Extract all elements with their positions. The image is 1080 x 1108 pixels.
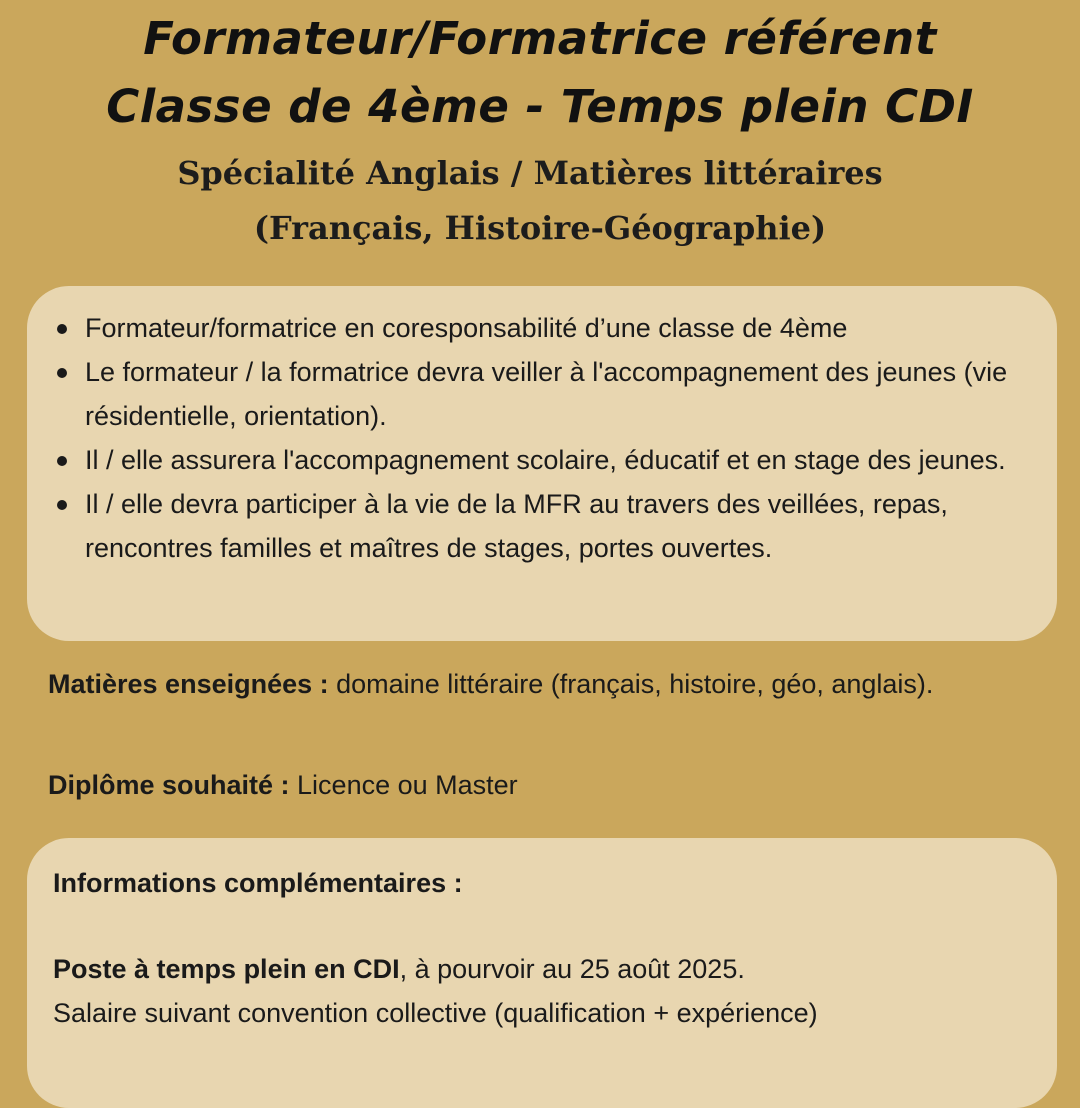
bullet-dot-icon: [57, 456, 67, 466]
responsibility-text: Il / elle devra participer à la vie de la MFR au travers des veillées, repas, rencontres familles et maîtres de stages, portes ouvertes.: [85, 489, 948, 563]
responsibilities-list: [57, 306, 1047, 570]
subjects-taught-value: domaine littéraire (français, histoire, géo, anglais).: [328, 669, 934, 699]
position-type: Poste à temps plein en CDI: [53, 954, 400, 984]
position-details: [53, 948, 745, 990]
position-start-date: , à pourvoir au 25 août 2025.: [399, 954, 745, 984]
responsibilities-card: [27, 286, 1057, 641]
specialty-subtitle-line-1: Spécialité Anglais / Matières littéraires: [177, 154, 883, 192]
responsibility-item: [57, 482, 1047, 570]
job-title-line-1: Formateur/Formatrice référent: [143, 12, 937, 65]
subjects-taught: [48, 663, 1052, 705]
responsibility-item: [57, 438, 1047, 482]
additional-info-heading: Informations complémentaires :: [53, 868, 463, 898]
bullet-dot-icon: [57, 500, 67, 510]
bullet-dot-icon: [57, 324, 67, 334]
required-degree-value: Licence ou Master: [289, 770, 518, 800]
responsibility-item: [57, 350, 1047, 438]
responsibility-item: [57, 306, 1047, 350]
specialty-subtitle-line-2: (Français, Histoire-Géographie): [253, 209, 827, 247]
salary-info: Salaire suivant convention collective (qualification + expérience): [53, 998, 818, 1028]
responsibility-text: Il / elle assurera l'accompagnement scolaire, éducatif et en stage des jeunes.: [85, 445, 1006, 475]
job-title-line-2: Classe de 4ème - Temps plein CDI: [106, 80, 974, 133]
responsibility-text: Le formateur / la formatrice devra veiller à l'accompagnement des jeunes (vie résidentielle, orientation).: [85, 357, 1008, 431]
required-degree-label: Diplôme souhaité :: [48, 770, 290, 800]
subjects-taught-label: Matières enseignées :: [48, 669, 329, 699]
required-degree: [48, 764, 1052, 806]
responsibility-text: Formateur/formatrice en coresponsabilité d’une classe de 4ème: [85, 313, 848, 343]
additional-info-card: [27, 838, 1057, 1108]
bullet-dot-icon: [57, 368, 67, 378]
